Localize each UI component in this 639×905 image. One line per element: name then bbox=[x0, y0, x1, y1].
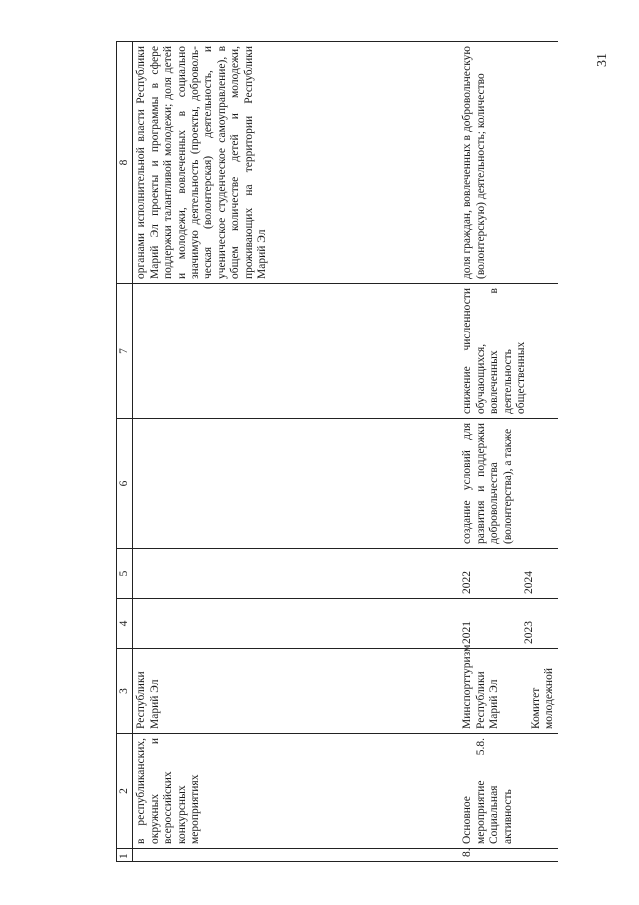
start-year bbox=[133, 599, 458, 649]
col-header-7: 7 bbox=[117, 284, 133, 419]
executor-secondary: Комитет молодежной bbox=[529, 668, 556, 729]
rotated-table-page bbox=[116, 42, 556, 862]
end-year bbox=[133, 549, 458, 599]
end-year-a: 2022 bbox=[461, 571, 474, 594]
col-header-1: 1 bbox=[117, 849, 133, 862]
end-year-b: 2024 bbox=[522, 571, 535, 594]
executor-primary: Минспорттуризм Республики Марий Эл bbox=[461, 644, 501, 729]
indicator-link: доля граждан, вовлеченных в добровольческую (волонтерскую) деятельность; количество bbox=[457, 42, 558, 284]
col-header-8: 8 bbox=[117, 42, 133, 284]
executor: Республики Марий Эл bbox=[133, 649, 458, 734]
problems: снижение численности обучающихся, вовлеченных в деятельность общественных bbox=[457, 284, 558, 419]
activity-name: Основное мероприятие 5.8. Социальная активность bbox=[457, 734, 558, 849]
expected-result: создание условий для развития и поддержки добровольчества (волонтерства), а также bbox=[457, 419, 558, 549]
page-number: 31 bbox=[595, 53, 610, 67]
start-year-b: 2023 bbox=[522, 621, 535, 644]
executor bbox=[457, 644, 558, 734]
activity-name: в республиканских, окружных и всероссийских конкурсных мероприятиях bbox=[133, 734, 458, 849]
start-year-a: 2021 bbox=[461, 621, 474, 644]
column-number-row bbox=[117, 42, 133, 862]
indicator-link: органами исполнительной власти Республики Марий Эл проекты и программы в сфере поддержки талантливой молодежи; доля детей и молодежи, вовлеченных в социально значимую деятельность (проекты, доброволь-ческая (волонтерская) деятельность, и ученическое студенческое самоуправление), в общем количестве детей и молодежи, проживающих на территории Республики Марий Эл bbox=[133, 42, 458, 284]
row-number: 8. bbox=[457, 849, 558, 862]
problems bbox=[133, 284, 458, 419]
table-row bbox=[133, 42, 458, 862]
col-header-2: 2 bbox=[117, 734, 133, 849]
expected-result bbox=[133, 419, 458, 549]
row-number bbox=[133, 849, 458, 862]
col-header-3: 3 bbox=[117, 649, 133, 734]
program-table bbox=[116, 41, 558, 862]
col-header-4: 4 bbox=[117, 599, 133, 649]
table-row bbox=[457, 42, 558, 862]
start-year bbox=[457, 599, 558, 649]
col-header-6: 6 bbox=[117, 419, 133, 549]
col-header-5: 5 bbox=[117, 549, 133, 599]
end-year bbox=[457, 549, 558, 599]
